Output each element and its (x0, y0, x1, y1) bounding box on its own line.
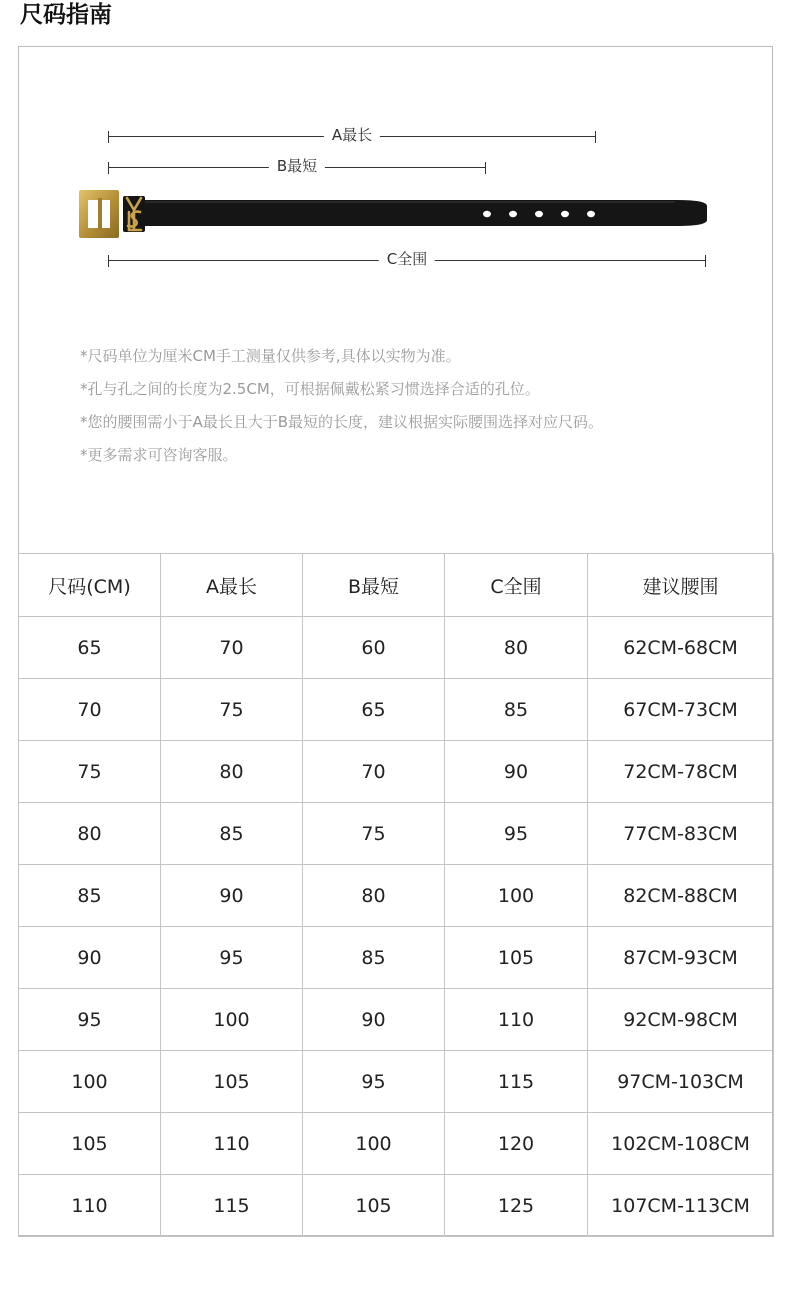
cell-c-total: 85 (445, 679, 588, 741)
cell-b-shortest: 85 (303, 927, 445, 989)
table-row (19, 927, 774, 989)
table-row (19, 989, 774, 1051)
dimension-a (108, 126, 596, 144)
cell-b-shortest: 105 (303, 1175, 445, 1237)
table-body (19, 617, 774, 1237)
cell-b-shortest: 90 (303, 989, 445, 1051)
cell-c-total: 125 (445, 1175, 588, 1237)
table-row (19, 617, 774, 679)
cell-size: 80 (19, 803, 161, 865)
cell-a-longest: 105 (161, 1051, 303, 1113)
table-row (19, 741, 774, 803)
cell-a-longest: 75 (161, 679, 303, 741)
dimension-tick (595, 131, 596, 143)
cell-a-longest: 95 (161, 927, 303, 989)
table-row (19, 865, 774, 927)
header-b-shortest: B最短 (303, 554, 445, 617)
cell-b-shortest: 100 (303, 1113, 445, 1175)
cell-size: 100 (19, 1051, 161, 1113)
cell-size: 85 (19, 865, 161, 927)
dimension-tick (108, 255, 109, 267)
belt-strap (127, 200, 707, 226)
cell-b-shortest: 75 (303, 803, 445, 865)
dimension-c (108, 250, 706, 268)
cell-suggested-waist: 77CM-83CM (588, 803, 774, 865)
cell-c-total: 95 (445, 803, 588, 865)
table-row (19, 1051, 774, 1113)
cell-c-total: 115 (445, 1051, 588, 1113)
cell-b-shortest: 95 (303, 1051, 445, 1113)
cell-suggested-waist: 82CM-88CM (588, 865, 774, 927)
notes (80, 346, 603, 478)
cell-c-total: 100 (445, 865, 588, 927)
cell-suggested-waist: 72CM-78CM (588, 741, 774, 803)
note: *尺码单位为厘米CM手工测量仅供参考,具体以实物为准。 (80, 347, 461, 365)
cell-b-shortest: 70 (303, 741, 445, 803)
note: *孔与孔之间的长度为2.5CM，可根据佩戴松紧习惯选择合适的孔位。 (80, 380, 540, 398)
cell-suggested-waist: 87CM-93CM (588, 927, 774, 989)
header-suggested-waist: 建议腰围 (588, 554, 774, 617)
cell-suggested-waist: 67CM-73CM (588, 679, 774, 741)
table-header-row (19, 554, 774, 617)
table-row (19, 679, 774, 741)
dimension-a-label: A最长 (324, 125, 380, 145)
cell-suggested-waist: 92CM-98CM (588, 989, 774, 1051)
table-row (19, 1113, 774, 1175)
header-c-total: C全围 (445, 554, 588, 617)
cell-size: 70 (19, 679, 161, 741)
cell-size: 65 (19, 617, 161, 679)
table-row (19, 803, 774, 865)
dimension-c-label: C全围 (379, 249, 435, 269)
cell-size: 105 (19, 1113, 161, 1175)
cell-c-total: 120 (445, 1113, 588, 1175)
cell-suggested-waist: 62CM-68CM (588, 617, 774, 679)
cell-c-total: 105 (445, 927, 588, 989)
cell-a-longest: 85 (161, 803, 303, 865)
cell-suggested-waist: 102CM-108CM (588, 1113, 774, 1175)
page-title: 尺码指南 (20, 2, 112, 28)
dimension-tick (485, 162, 486, 174)
note: *更多需求可咨询客服。 (80, 446, 238, 464)
dimension-b (108, 157, 486, 175)
cell-b-shortest: 65 (303, 679, 445, 741)
cell-a-longest: 90 (161, 865, 303, 927)
cell-a-longest: 115 (161, 1175, 303, 1237)
cell-c-total: 80 (445, 617, 588, 679)
cell-c-total: 90 (445, 741, 588, 803)
cell-a-longest: 70 (161, 617, 303, 679)
dimension-tick (705, 255, 706, 267)
note: *您的腰围需小于A最长且大于B最短的长度，建议根据实际腰围选择对应尺码。 (80, 413, 604, 431)
cell-suggested-waist: 97CM-103CM (588, 1051, 774, 1113)
dimension-b-label: B最短 (269, 156, 325, 176)
cell-c-total: 110 (445, 989, 588, 1051)
cell-b-shortest: 80 (303, 865, 445, 927)
cell-b-shortest: 60 (303, 617, 445, 679)
cell-suggested-waist: 107CM-113CM (588, 1175, 774, 1237)
size-table (18, 553, 774, 1237)
cell-a-longest: 80 (161, 741, 303, 803)
cell-size: 75 (19, 741, 161, 803)
cell-size: 95 (19, 989, 161, 1051)
header-size: 尺码(CM) (19, 554, 161, 617)
dimension-tick (108, 162, 109, 174)
cell-a-longest: 110 (161, 1113, 303, 1175)
header-a-longest: A最长 (161, 554, 303, 617)
cell-a-longest: 100 (161, 989, 303, 1051)
cell-size: 90 (19, 927, 161, 989)
dimension-tick (108, 131, 109, 143)
cell-size: 110 (19, 1175, 161, 1237)
table-row (19, 1175, 774, 1237)
belt-illustration (77, 186, 712, 242)
